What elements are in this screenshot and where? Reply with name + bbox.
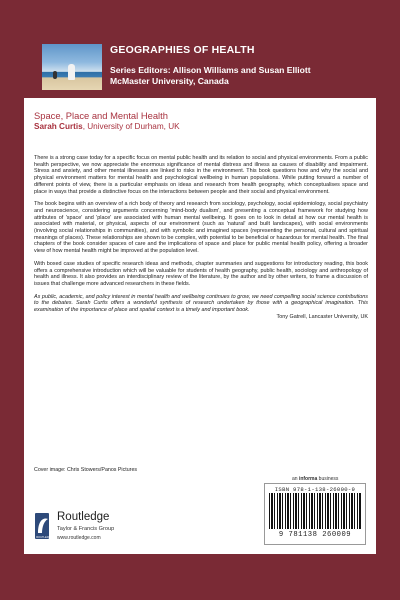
book-title: Space, Place and Mental Health	[34, 110, 168, 121]
routledge-logo-icon	[34, 511, 52, 541]
barcode-bars	[269, 493, 361, 529]
review-attribution: Tony Gatrell, Lancaster University, UK	[276, 313, 368, 320]
publisher-name: Routledge	[57, 511, 110, 523]
barcode	[264, 483, 366, 545]
cover-thumbnail	[42, 44, 102, 90]
publisher-url[interactable]: www.routledge.com	[57, 535, 101, 541]
cover-thumbnail-figure-left	[53, 71, 57, 79]
isbn-text: ISBN 978-1-138-26000-9	[274, 486, 356, 493]
series-editors	[110, 65, 311, 87]
series-editors-affiliation: McMaster University, Canada	[110, 76, 229, 86]
back-cover-panel	[24, 98, 376, 554]
blurb-paragraph-1: There is a strong case today for a specific focus on mental public health and its relation to social and physical environments. From a public health perspective, we now appreciate the enormous significance of mental distress and illness as causes of disability and impairment. Stress and anxiety, and other mental illnesses are linked to risks in the environment. This book questions how and why the social and physical environment matters for mental health and psychological wellbeing in human populations. While putting forward a number of different points of view, there is a particular emphasis on ideas and research from health geography, which conceptualises space and place in ways that provide a distinctive focus on the interactions between people and their social and physical environment.	[34, 155, 368, 195]
blurb-paragraph-2: The book begins with an overview of a rich body of theory and research from sociology, psychology, social epidemiology, social psychiatry and neuroscience, considering arguments concerning 'mind-body dualism', and presenting a conceptual framework for studying how attributes of 'space' and 'place' are associated with human mental wellbeing. It goes on to look in detail at how our mental health is associated with material, or physical, aspects of our environment (such as 'natural' and built landscapes), with social environments (involving social relationships in communities), and with symbolic and imagined spaces (representing the personal, cultural and spiritual meanings of places). These relationships are shown to be complex, with potential to be beneficial or hazardous for mental health. The final chapters of the book consider spaces of care and the implications of space and place for public mental health policy, offering a broader view of how mental health might be improved at the population level.	[34, 201, 368, 255]
series-title: GEOGRAPHIES OF HEALTH	[110, 44, 255, 56]
book-author	[34, 122, 180, 131]
author-name: Sarah Curtis	[34, 122, 83, 131]
series-editors-names: Series Editors: Allison Williams and Susan Elliott	[110, 65, 311, 75]
informa-prefix: an	[292, 476, 299, 482]
author-affiliation: , University of Durham, UK	[82, 122, 180, 131]
informa-business	[292, 476, 338, 482]
blurb	[34, 155, 368, 326]
routledge-logo-word: ROUTLEDGE	[36, 536, 52, 539]
cover-thumbnail-figure	[68, 64, 75, 80]
informa-name: informa	[298, 476, 318, 482]
publisher-group: Taylor & Francis Group	[57, 526, 115, 532]
blurb-paragraph-3: With boxed case studies of specific research ideas and methods, chapter summaries and suggestions for introductory reading, this book offers a comprehensive introduction which will be valuable for students of health geography, public health, sociology and anthropology of health and illness. It also provides an interdisciplinary review of the literature, by the author and by other writers, to frame a discussion of issues that challenge more advanced researchers in these fields.	[34, 260, 368, 287]
series-header	[0, 44, 400, 90]
informa-suffix: business	[317, 476, 339, 482]
cover-image-credit: Cover image: Chris Stowers/Panos Pictures	[34, 467, 138, 473]
barcode-digits: 9 781138 260009	[278, 531, 352, 539]
review-quote: As public, academic, and policy interest in mental health and wellbeing continues to grow, we need compelling social science contributions to the debates. Sarah Curtis offers a wonderful synthesis of research undertaken by those with a geographical imagination. This examination of the importance of place and spatial context is a timely and important book.	[34, 293, 368, 314]
